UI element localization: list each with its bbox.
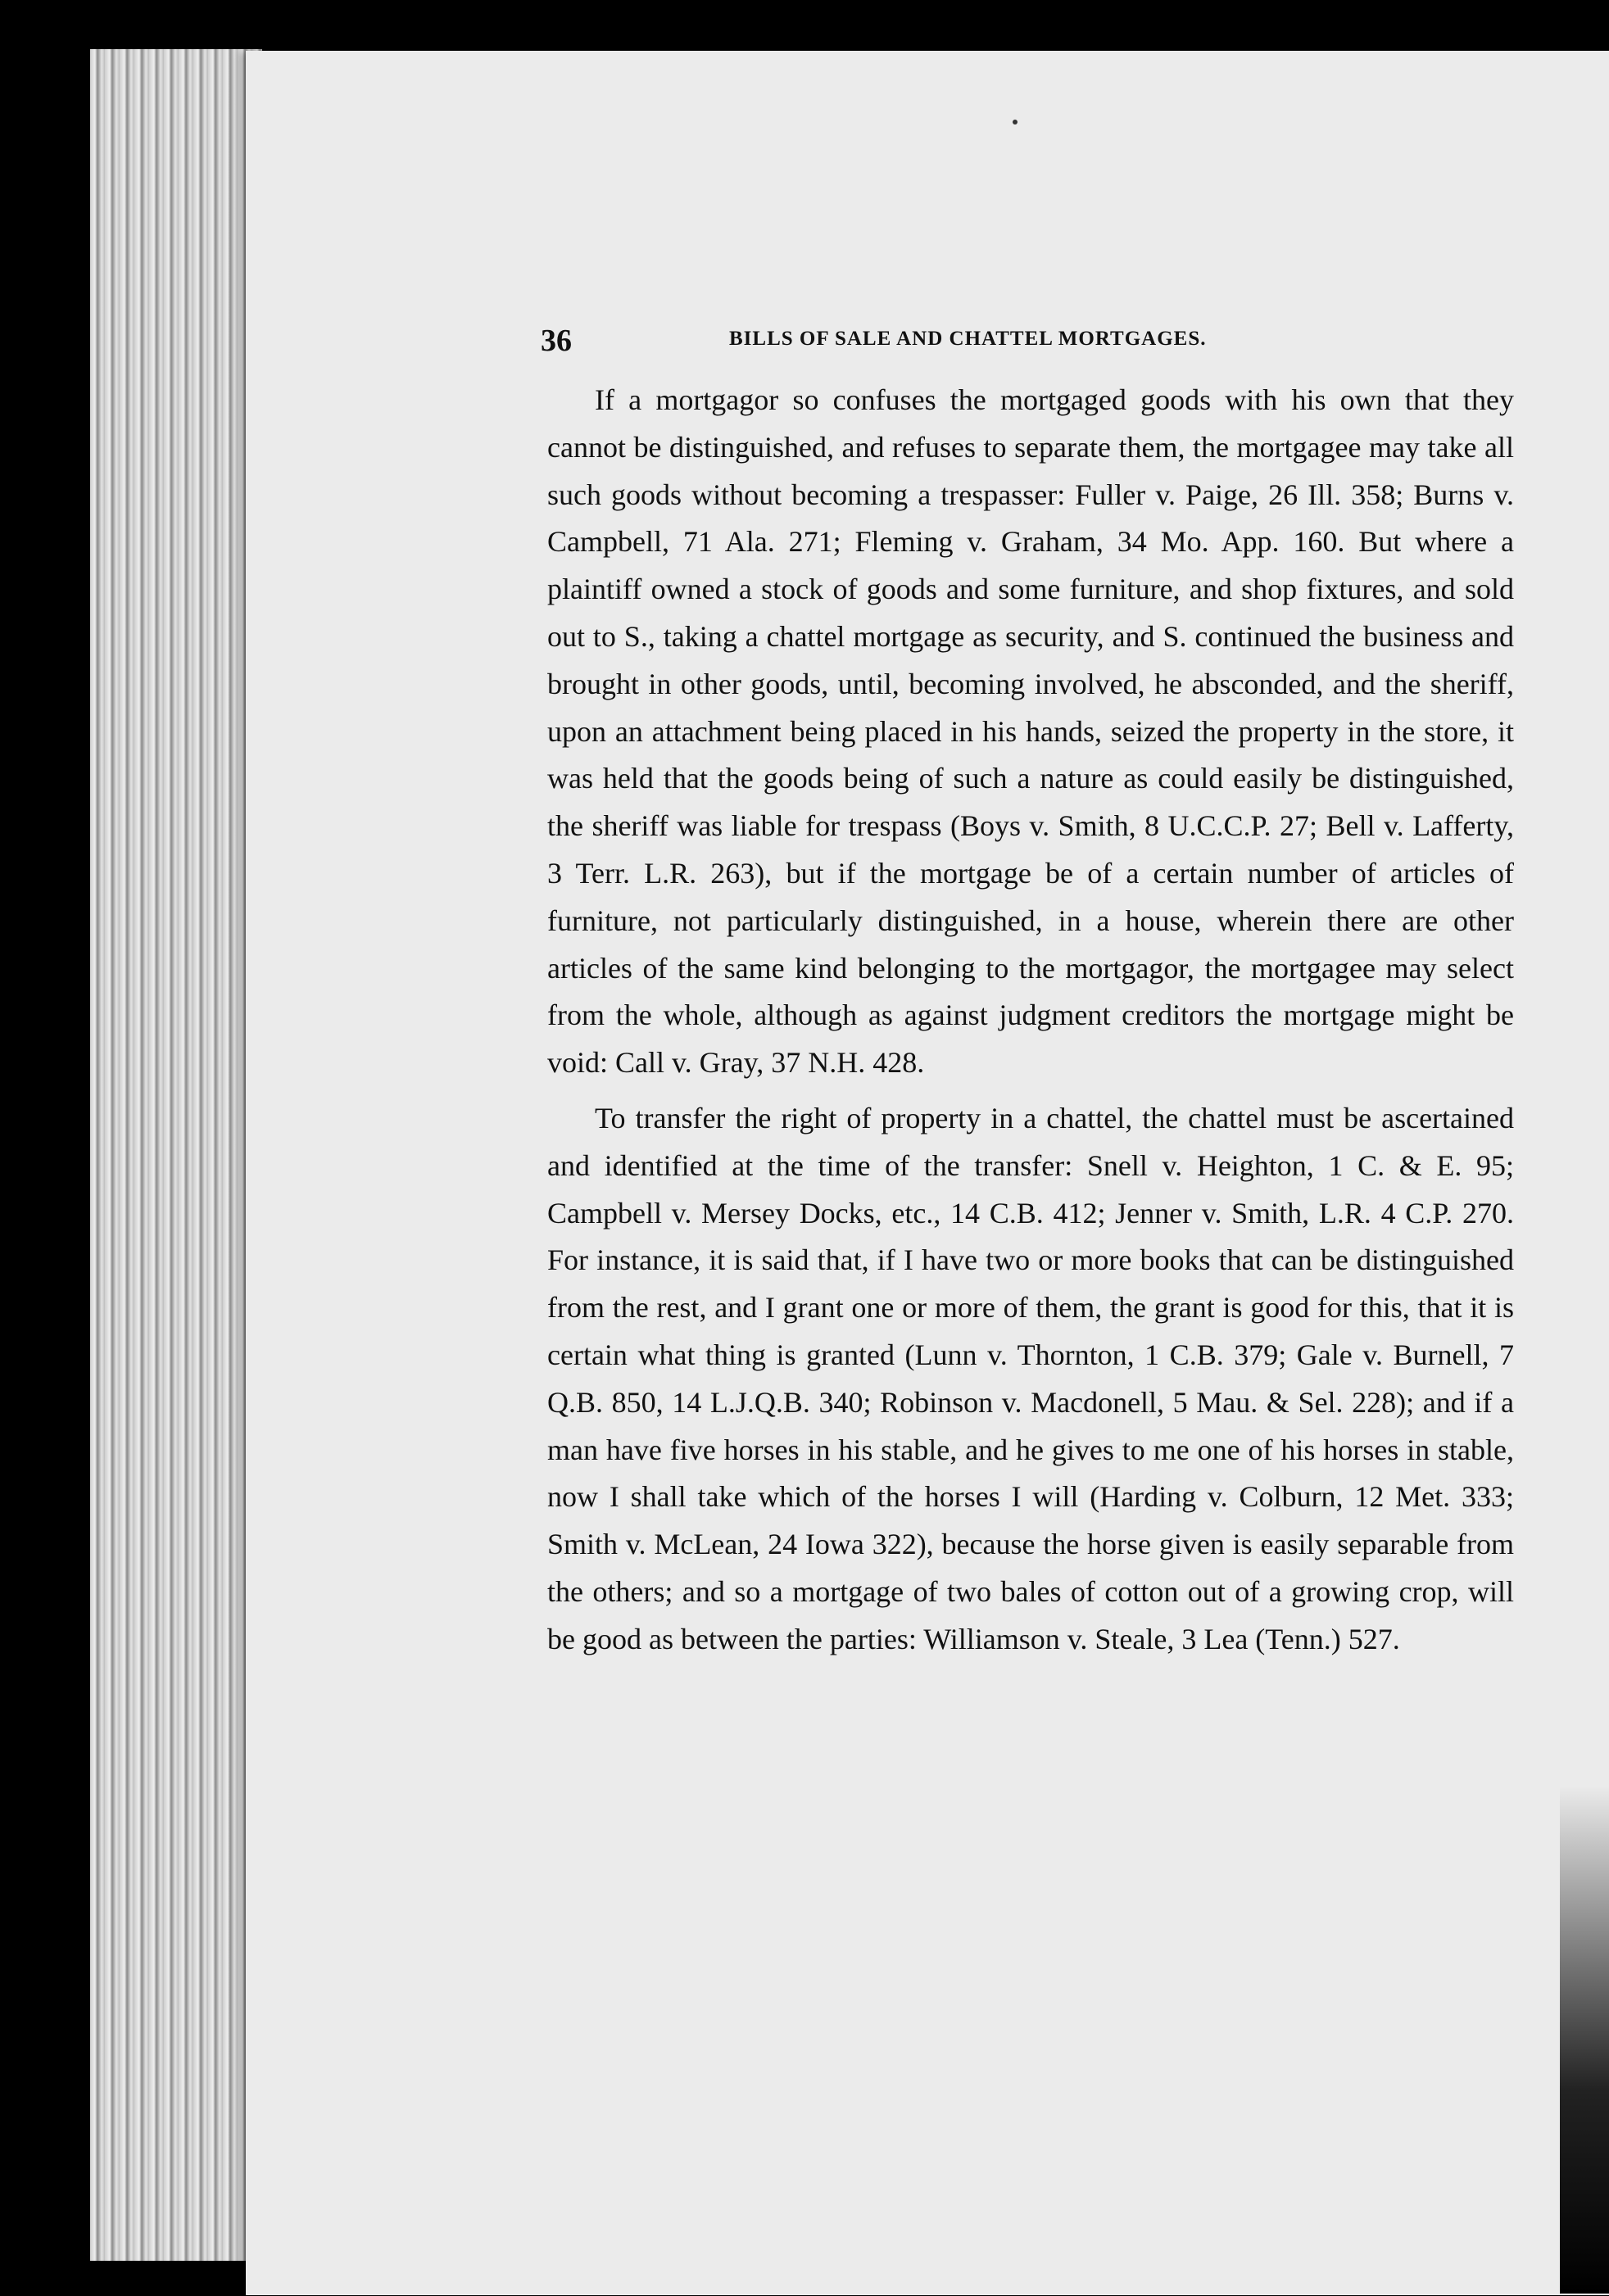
paragraph-transfer-of-property: To transfer the right of property in a chattel, the chattel must be ascertained and identified at the time of the transfer: Snell v. Heighton, 1 C. & E. 95; Campbell v. Mersey Docks, etc., 14 C.B. 412; Jenner v. Smith, L.R. 4 C.P. 270. For instance, it is said that, if I have two or more books that can be distinguished from the rest, and I grant one or more of them, the grant is good for this, that it is certain what thing is granted (Lunn v. Thornton, 1 C.B. 379; Gale v. Burnell, 7 Q.B. 850, 14 L.J.Q.B. 340; Robinson v. Macdonell, 5 Mau. & Sel. 228); and if a man have five horses in his stable, and he gives to me one of his horses in stable, now I shall take which of the horses I will (Harding v. Colburn, 12 Met. 333; Smith v. McLean, 24 Iowa 322), because the horse given is easily separable from the others; and so a mortgage of two bales of cotton out of a growing crop, will be good as between the parties: Williamson v. Steale, 3 Lea (Tenn.) 527. [547,1101,1514,1655]
running-head [541,323,1360,364]
ink-speck [1013,120,1018,125]
page-shadow [1560,1786,1609,2294]
paragraph-confusion-of-goods: If a mortgagor so confuses the mortgaged goods with his own that they cannot be distinguished, and refuses to separate them, the mortgagee may take all such goods without becoming a trespasser: Fuller v. Paige, 26 Ill. 358; Burns v. Campbell, 71 Ala. 271; Fleming v. Graham, 34 Mo. App. 160. But where a plaintiff owned a stock of goods and some furniture, and shop fixtures, and sold out to S., taking a chattel mortgage as security, and S. continued the business and brought in other goods, until, becoming involved, he absconded, and the sheriff, upon an attachment being placed in his hands, seized the property in the store, it was held that the goods being of such a nature as could easily be distinguished, the sheriff was liable for trespass (Boys v. Smith, 8 U.C.C.P. 27; Bell v. Lafferty, 3 Terr. L.R. 263), but if the mortgage be of a certain number of articles of furniture, not particularly distinguished, in a house, wherein there are other articles of the same kind belonging to the mortgagor, the mortgagee may select from the whole, although as against judgment creditors the mortgage might be void: Call v. Gray, 37 N.H. 428. [547,383,1514,1080]
page-number: 36 [541,324,572,358]
page-stack-edges [90,49,262,2261]
running-head-title: BILLS OF SALE AND CHATTEL MORTGAGES. [729,328,1207,350]
body-text [547,377,1514,1664]
